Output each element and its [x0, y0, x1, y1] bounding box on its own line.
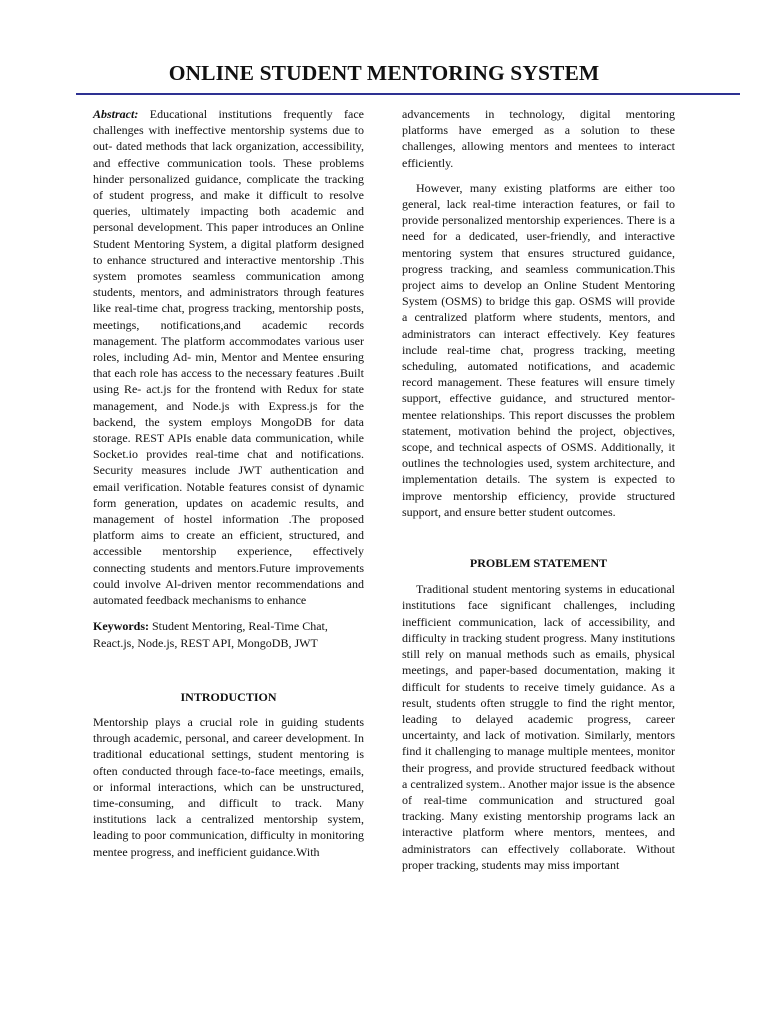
keywords-paragraph: [93, 618, 364, 650]
introduction-heading: INTRODUCTION: [180, 689, 277, 704]
problem-statement-heading: PROBLEM STATEMENT: [469, 556, 608, 571]
introduction-paragraph-2: However, many existing platforms are either too general, lack real-time interaction features, or fail to provide personalized mentorship experiences. There is a need for a dedicated, user-friendly, and interactive mentoring system that ensures structured guidance, progress tracking, and seamless communication.This project aims to develop an Online Student Mentoring System (OSMS) to bridge this gap. OSMS will provide a centralized platform where students, mentors, and administrators can interact effectively. Key features include real-time chat, progress tracking, meeting scheduling, automated notifications, and academic record management. These features will ensure timely support, effective guidance, and structured mentor-mentee relationships. This report discusses the problem statement, motivation behind the project, objectives, scope, and technical aspects of OSMS. Additionally, it outlines the technologies used, system architecture, and implementation details. The system is expected to improve mentorship efficiency, provide structured support, and ensure better student outcomes.: [402, 180, 675, 519]
introduction-paragraph-1-continued: advancements in technology, digital mentoring platforms have emerged as a solution to these challenges, allowing mentors and mentees to interact efficiently.: [402, 107, 675, 170]
abstract-text: Educational institutions frequently face challenges with ineffective mentorship systems due to out- dated methods that lack organization, accessibility, and effective communication tools. These problems hinder personalized guidance, complicate the tracking of student progress, and make it difficult to resolve queries, ultimately impacting both academic and personal development. This paper introduces an Online Student Mentoring System, a digital platform designed to enhance structured and interactive mentorship .This system promotes seamless communication among students, mentors, and administrators through features like real-time chat, progress tracking, mentorship posts, meetings, notifications,and academic records management. The platform accommodates various user roles, including Ad- min, Mentor and Mentee ensuring that each role has access to the necessary features .Built using Re- act.js for the frontend with Redux for state management, and Node.js with Express.js for the backend, the system employs MongoDB for data storage. REST APIs enable data communication, while Socket.io provides real-time chat and notifications. Security measures include JWT authentication and email verification. Notable features consist of dynamic form generation, updates on academic results, and management of hostel information .The proposed platform aims to create an efficient, structured, and accessible mentorship experience, effectively connecting students and mentors.Future improvements could involve Al-driven mentor recommendations and automated feedback mechanisms to enhance: [93, 107, 364, 608]
keywords-text: Student Mentoring, Real-Time Chat, React.js, Node.js, REST API, MongoDB, JWT: [93, 619, 328, 650]
title-divider: [76, 93, 740, 95]
left-column: [93, 106, 364, 860]
introduction-paragraph-1: Mentorship plays a crucial role in guiding students through academic, personal, and career development. In traditional educational settings, student mentoring is often conducted through face-to-face meetings, emails, or informal interactions, which can be unstructured, time-consuming, and difficult to track. Many institutions lack a centralized mentorship system, leading to poor communication, difficulty in monitoring mentee progress, and inefficient guidance.With: [93, 714, 364, 859]
paper-title: ONLINE STUDENT MENTORING SYSTEM: [168, 61, 600, 85]
abstract-paragraph: [93, 106, 364, 608]
right-column: [402, 106, 675, 873]
keywords-label: Keywords:: [93, 619, 149, 634]
abstract-label: Abstract:: [93, 107, 139, 121]
problem-statement-paragraph: Traditional student mentoring systems in educational institutions face significant challenges, including inefficient communication, lack of accessibility, and difficulty in tracking student progress. Many institutions still rely on manual methods such as emails, physical meetings, and paper-based documentation, making it difficult for students to receive timely guidance. As a result, students often struggle to find the right mentor, leading to delayed academic progress, career uncertainty, and lack of motivation. Similarly, mentors find it challenging to manage multiple mentees, monitor their progress, and provide structured feedback without a centralized system.. Another major issue is the absence of real-time communication and structured goal tracking. Many existing mentorship programs lack an interactive platform where mentors, mentees, and administrators can effectively collaborate. Without proper tracking, students may miss important: [402, 582, 675, 872]
